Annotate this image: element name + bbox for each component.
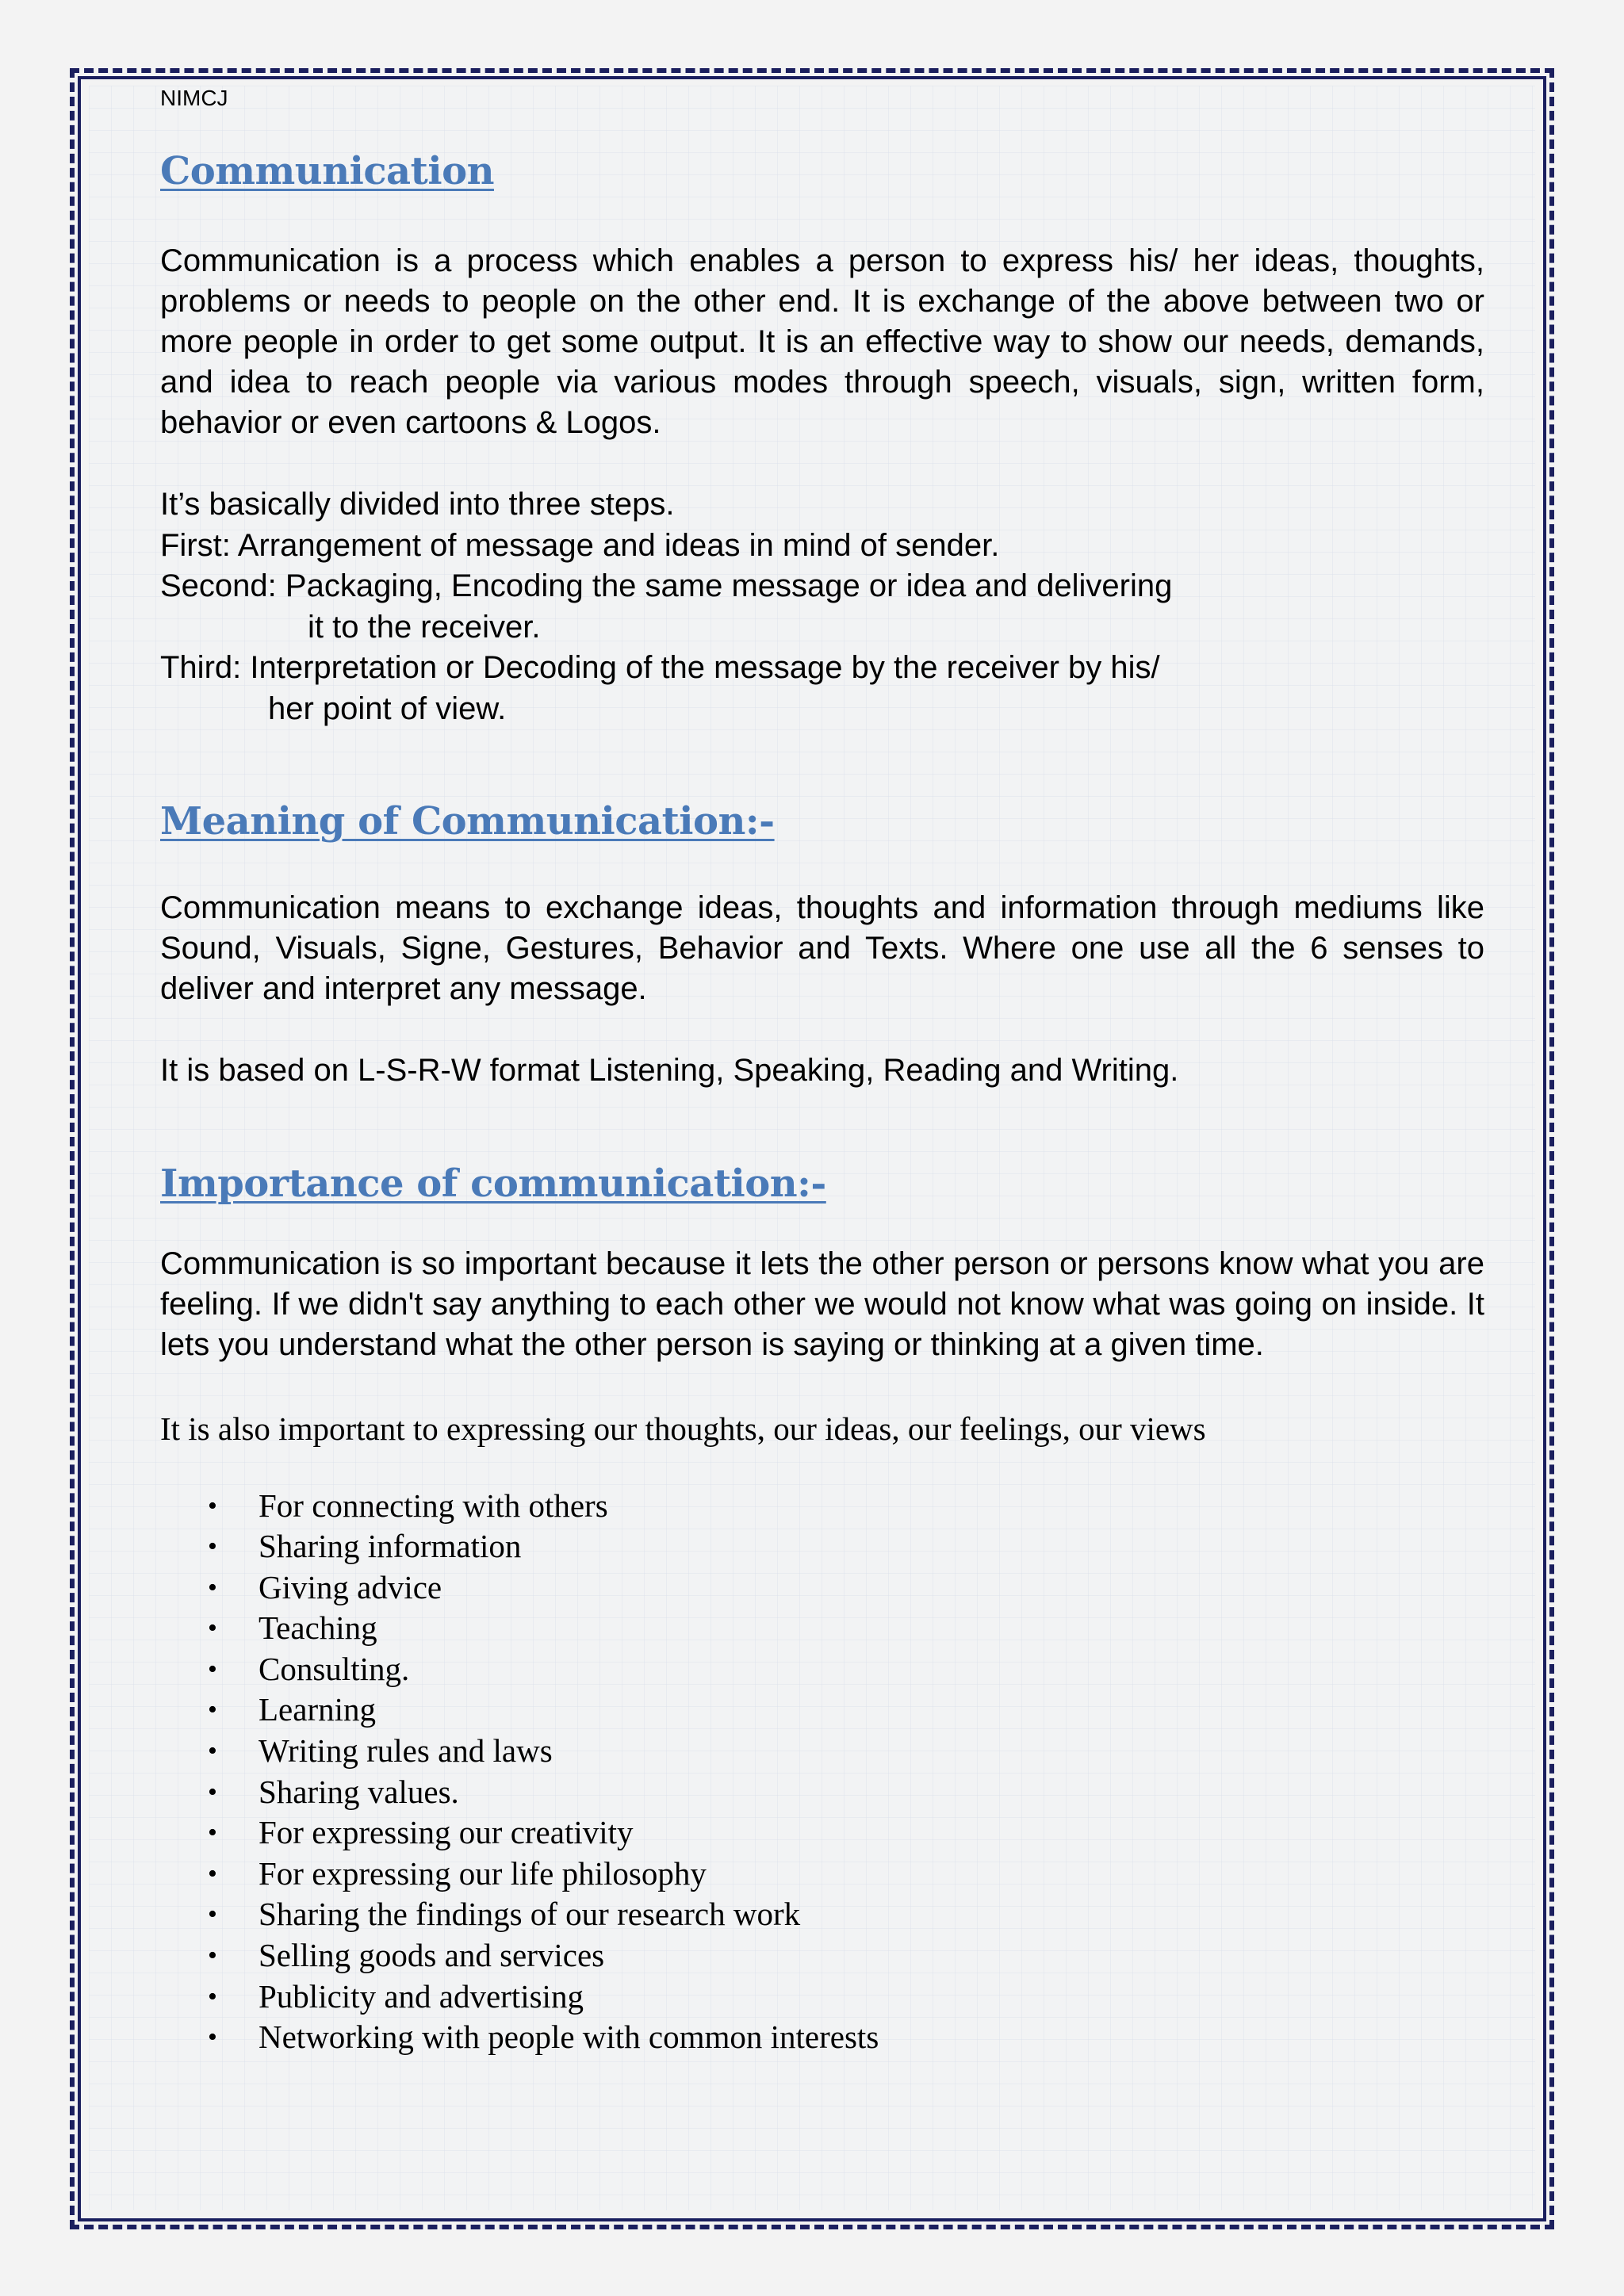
paragraph-communication-definition: Communication is a process which enables a person to express his/ her ideas, thoughts, problems or needs to people on the other end. It is exchange of the above between two or more people in order to get some output. It is an effective way to show our needs, demands, and idea to reach people via various modes through speech, visuals, sign, written form, behavior or even cartoons & Logos.	[160, 243, 1484, 440]
bullet-icon: •	[208, 1572, 217, 1602]
importance-bullet-list	[160, 1486, 1484, 2058]
bullet-icon: •	[208, 1777, 217, 1807]
list-item: • For connecting with others	[160, 1486, 1484, 1527]
heading-importance: Importance of communication:-	[160, 1161, 826, 1206]
list-item: • Sharing the findings of our research work	[160, 1894, 1484, 1935]
step-second-line2: it to the receiver.	[308, 609, 541, 645]
bullet-icon: •	[208, 1695, 217, 1725]
bullet-icon: •	[208, 1900, 217, 1930]
list-item: • Consulting.	[160, 1649, 1484, 1690]
list-item: • Selling goods and services	[160, 1935, 1484, 1976]
heading-meaning: Meaning of Communication:-	[160, 799, 775, 844]
step-third-line1: Third: Interpretation or Decoding of the message by the receiver by his/	[160, 650, 1160, 685]
step-third-line2: her point of view.	[268, 691, 507, 726]
bullet-icon: •	[208, 1654, 217, 1684]
bullet-icon: •	[208, 1941, 217, 1971]
list-item: • Giving advice	[160, 1567, 1484, 1609]
list-item: • Publicity and advertising	[160, 1976, 1484, 2018]
list-item: • Teaching	[160, 1608, 1484, 1649]
bullet-icon: •	[208, 1490, 217, 1521]
bullet-icon: •	[208, 1818, 217, 1848]
bullet-icon: •	[208, 2022, 217, 2053]
list-item: • For expressing our life philosophy	[160, 1854, 1484, 1895]
bullet-icon: •	[208, 1858, 217, 1888]
bullet-icon: •	[208, 1981, 217, 2011]
bullet-icon: •	[208, 1532, 217, 1562]
heading-communication: Communication	[160, 149, 494, 193]
list-item: • Networking with people with common interests	[160, 2017, 1484, 2058]
document-header-label: NIMCJ	[160, 86, 228, 110]
step-second-line1: Second: Packaging, Encoding the same message or idea and delivering	[160, 568, 1173, 603]
paragraph-lsrw: It is based on L-S-R-W format Listening, Speaking, Reading and Writing.	[160, 1053, 1179, 1088]
step-first: First: Arrangement of message and ideas in mind of sender.	[160, 527, 1000, 563]
list-item: • For expressing our creativity	[160, 1812, 1484, 1854]
list-item: • Writing rules and laws	[160, 1731, 1484, 1772]
paragraph-importance-also: It is also important to expressing our thoughts, our ideas, our feelings, our views	[160, 1410, 1206, 1447]
bullet-icon: •	[208, 1736, 217, 1766]
paragraph-meaning: Communication means to exchange ideas, thoughts and information through mediums like Sound, Visuals, Signe, Gestures, Behavior and Texts. Where one use all the 6 senses to deliver and interpret any message.	[160, 890, 1484, 1006]
list-item: • Learning	[160, 1689, 1484, 1731]
list-item: • Sharing information	[160, 1526, 1484, 1567]
bullet-icon: •	[208, 1613, 217, 1644]
paragraph-importance: Communication is so important because it lets the other person or persons know what you are feeling. If we didn't say anything to each other we would not know what was going on inside. It lets you understand what the other person is saying or thinking at a given time.	[160, 1246, 1484, 1362]
list-item: • Sharing values.	[160, 1772, 1484, 1813]
steps-intro: It’s basically divided into three steps.	[160, 487, 675, 522]
document-body	[160, 79, 1484, 2058]
